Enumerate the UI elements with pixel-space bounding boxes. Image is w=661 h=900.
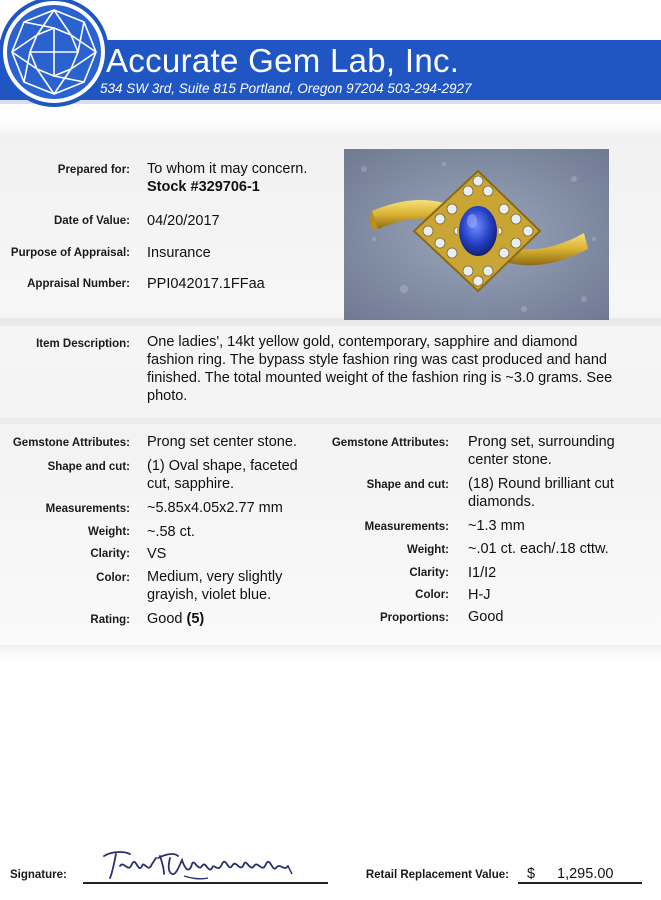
purpose-value: Insurance — [147, 245, 211, 261]
retail-value-line — [518, 882, 642, 884]
center-clarity-label: Clarity: — [90, 548, 130, 560]
side-attributes-line: center stone. — [468, 452, 552, 468]
retail-value: 1,295.00 — [557, 866, 614, 882]
date-value: 04/20/2017 — [147, 213, 220, 229]
appraisal-number-label: Appraisal Number: — [27, 278, 130, 290]
purpose-label: Purpose of Appraisal: — [10, 247, 130, 259]
center-measurements-value: ~5.85x4.05x2.77 mm — [147, 500, 283, 516]
shade-top — [0, 118, 661, 138]
side-shape-label: Shape and cut: — [366, 479, 449, 491]
side-shape-line: (18) Round brilliant cut — [468, 476, 614, 492]
side-clarity-label: Clarity: — [409, 567, 449, 579]
side-weight-value: ~.01 ct. each/.18 cttw. — [468, 541, 609, 557]
item-description — [147, 333, 652, 405]
diamond-logo-icon — [0, 0, 110, 108]
signature-image — [100, 844, 300, 884]
description-line: fashion ring. The bypass style fashion ring was cast produced and hand — [147, 352, 607, 368]
currency-symbol: $ — [527, 866, 536, 882]
side-color-value: H-J — [468, 587, 491, 603]
side-weight-label: Weight: — [407, 544, 449, 556]
side-measurements-value: ~1.3 mm — [468, 518, 525, 534]
center-clarity-value: VS — [147, 546, 167, 562]
shade-separator-2 — [0, 418, 661, 424]
company-address: 534 SW 3rd, Suite 815 Portland, Oregon 97204 503-294-2927 — [100, 81, 472, 96]
center-weight-label: Weight: — [88, 526, 130, 538]
center-attributes-label: Gemstone Attributes: — [12, 437, 130, 449]
rating-label: Rating: — [90, 614, 130, 626]
retail-value-label: Retail Replacement Value: — [365, 869, 509, 881]
center-color-label: Color: — [96, 572, 130, 584]
description-line: photo. — [147, 388, 188, 404]
side-color-label: Color: — [415, 589, 449, 601]
center-color-line: grayish, violet blue. — [147, 587, 272, 603]
side-shape-line: diamonds. — [468, 494, 535, 510]
shade-bottom — [0, 645, 661, 659]
side-attributes-label: Gemstone Attributes: — [331, 437, 449, 449]
signature-line — [83, 882, 328, 884]
center-shape-label: Shape and cut: — [47, 461, 130, 473]
side-measurements-label: Measurements: — [364, 521, 449, 533]
center-color-line: Medium, very slightly — [147, 569, 283, 585]
center-shape-line: (1) Oval shape, faceted — [147, 458, 298, 474]
ring-photo — [344, 149, 609, 320]
center-measurements-label: Measurements: — [45, 503, 130, 515]
proportions-value: Good — [468, 609, 504, 625]
center-attributes-value: Prong set center stone. — [147, 434, 297, 450]
description-line: finished. The total mounted weight of the fashion ring is ~3.0 grams. See — [147, 370, 613, 386]
rating-value — [147, 610, 204, 628]
appraisal-number-value: PPI042017.1FFaa — [147, 276, 265, 292]
side-attributes-line: Prong set, surrounding — [468, 434, 615, 450]
item-description-label: Item Description: — [36, 338, 130, 350]
rating-score: (5) — [186, 611, 205, 627]
stock-number: Stock #329706-1 — [147, 179, 260, 195]
description-line: One ladies', 14kt yellow gold, contemporary, sapphire and diamond — [147, 334, 578, 350]
company-name: Accurate Gem Lab, Inc. — [106, 42, 460, 79]
proportions-label: Proportions: — [380, 612, 449, 624]
rating-text: Good — [147, 611, 183, 627]
signature-label: Signature: — [10, 869, 67, 881]
date-label: Date of Value: — [53, 215, 130, 227]
center-shape-line: cut, sapphire. — [147, 476, 235, 492]
side-clarity-value: I1/I2 — [468, 565, 497, 581]
prepared-for-label: Prepared for: — [57, 164, 130, 176]
prepared-for-value: To whom it may concern. — [147, 161, 308, 177]
center-weight-value: ~.58 ct. — [147, 524, 195, 540]
